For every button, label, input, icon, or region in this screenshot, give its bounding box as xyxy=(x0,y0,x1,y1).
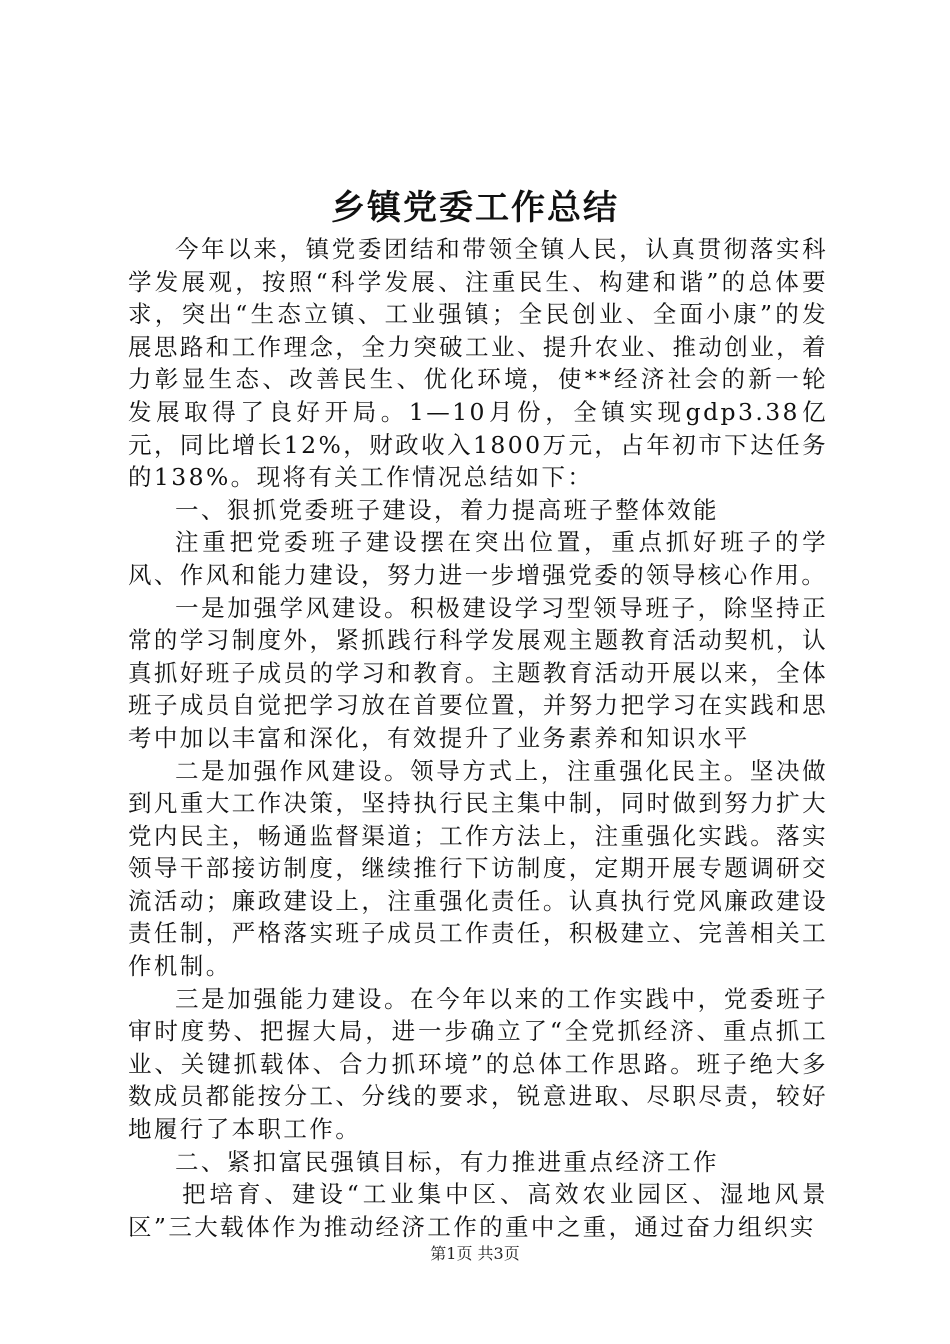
section-heading-1: 一、狠抓党委班子建设，着力提高班子整体效能 xyxy=(175,495,719,524)
section-2-paragraph: 把培育、建设“工业集中区、高效农业园区、湿地风景区”三大载体作为推动经济工作的重中之重，通过奋力组织实 xyxy=(128,1180,828,1241)
section-heading-2: 二、紧扣富民强镇目标，有力推进重点经济工作 xyxy=(175,1147,719,1176)
page-footer: 第1页 共3页 xyxy=(430,1244,520,1263)
section-1-paragraph: 注重把党委班子建设摆在突出位置，重点抓好班子的学风、作风和能力建设，努力进一步增强党委的领导核心作用。 xyxy=(128,528,828,589)
capability-paragraph: 三是加强能力建设。在今年以来的工作实践中，党委班子审时度势、把握大局，进一步确立了“全党抓经济、重点抓工业、关键抓载体、合力抓环境”的总体工作思路。班子绝大多数成员都能按分工、分线的要求，锐意进取、尽职尽责，较好地履行了本职工作。 xyxy=(128,984,828,1144)
study-style-paragraph: 一是加强学风建设。积极建设学习型领导班子，除坚持正常的学习制度外，紧抓践行科学发展观主题教育活动契机，认真抓好班子成员的学习和教育。主题教育活动开展以来，全体班子成员自觉把学习放在首要位置，并努力把学习在实践和思考中加以丰富和深化，有效提升了业务素养和知识水平 xyxy=(128,593,828,752)
document-body xyxy=(128,233,828,1243)
document-title: 乡镇党委工作总结 xyxy=(331,188,619,228)
intro-paragraph: 今年以来，镇党委团结和带领全镇人民，认真贯彻落实科学发展观，按照“科学发展、注重民生、构建和谐”的总体要求，突出“生态立镇、工业强镇；全民创业、全面小康”的发展思路和工作理念，全力突破工业、提升农业、推动创业，着力彰显生态、改善民生、优化环境，使**经济社会的新一轮发展取得了良好开局。1—10月份，全镇实现gdp3.38亿元，同比增长12%，财政收入1800万元，占年初市下达任务的138%。现将有关工作情况总结如下： xyxy=(128,235,828,492)
work-style-paragraph: 二是加强作风建设。领导方式上，注重强化民主。坚决做到凡重大工作决策，坚持执行民主集中制，同时做到努力扩大党内民主，畅通监督渠道；工作方法上，注重强化实践。落实领导干部接访制度，继续推行下访制度，定期开展专题调研交流活动；廉政建设上，注重强化责任。认真执行党风廉政建设责任制，严格落实班子成员工作责任，积极建立、完善相关工作机制。 xyxy=(128,756,828,981)
